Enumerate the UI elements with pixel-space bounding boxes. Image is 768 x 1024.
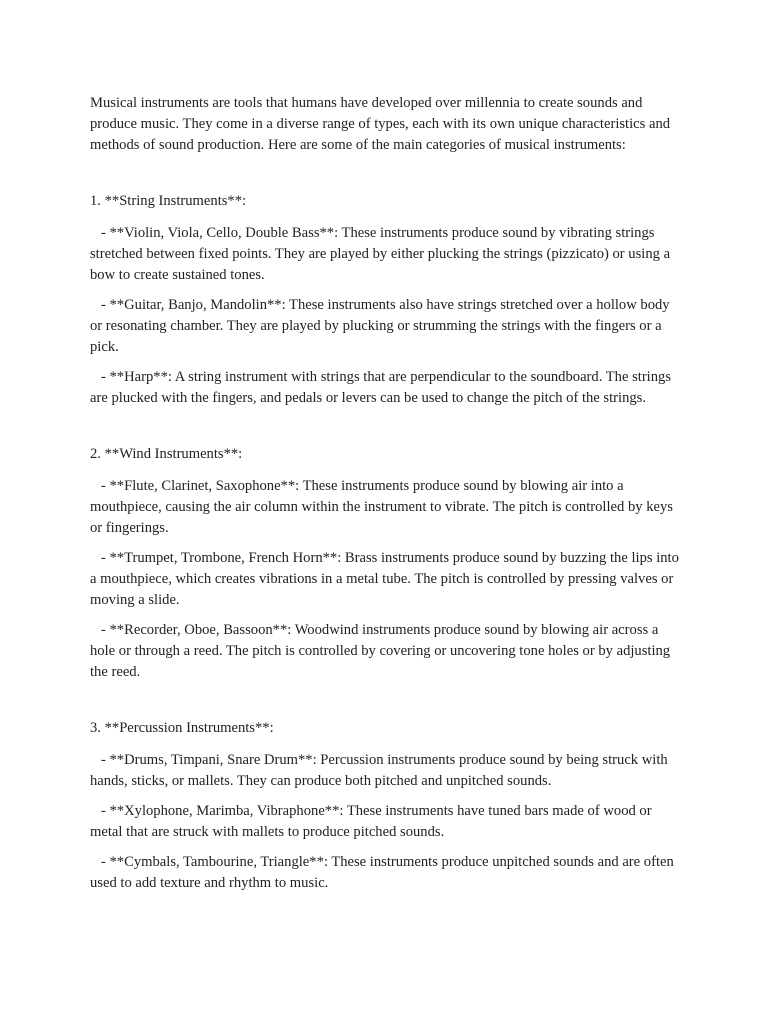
list-item [90, 223, 680, 286]
list-item-text: - **Xylophone, Marimba, Vibraphone**: These instruments have tuned bars made of wood or metal that are struck with mallets to produce pitched sounds. [90, 803, 652, 840]
section-wind-instruments [90, 444, 680, 683]
list-item [90, 548, 680, 611]
list-item [90, 801, 680, 843]
section-string-instruments [90, 191, 680, 409]
list-item-text: - **Trumpet, Trombone, French Horn**: Brass instruments produce sound by buzzing the lips into a mouthpiece, which creates vibrations in a metal tube. The pitch is controlled by pressing valves or moving a slide. [90, 550, 679, 608]
list-item-text: - **Violin, Viola, Cello, Double Bass**: These instruments produce sound by vibrating strings stretched between fixed points. They are played by either plucking the strings (pizzicato) or using a bow to create sustained tones. [90, 225, 671, 283]
list-item-text: - **Drums, Timpani, Snare Drum**: Percussion instruments produce sound by being struck with hands, sticks, or mallets. They can produce both pitched and unpitched sounds. [90, 752, 668, 789]
list-item-text: - **Recorder, Oboe, Bassoon**: Woodwind instruments produce sound by blowing air across a hole or through a reed. The pitch is controlled by covering or uncovering tone holes or by adjusting the reed. [90, 622, 671, 680]
section-percussion-instruments [90, 718, 680, 894]
list-item-text: - **Cymbals, Tambourine, Triangle**: These instruments produce unpitched sounds and are often used to add texture and rhythm to music. [90, 854, 674, 891]
list-item [90, 852, 680, 894]
document-page [90, 93, 680, 894]
section-heading: 2. **Wind Instruments**: [90, 446, 243, 462]
list-item-text: - **Flute, Clarinet, Saxophone**: These instruments produce sound by blowing air into a mouthpiece, causing the air column within the instrument to vibrate. The pitch is controlled by keys or fingerings. [90, 478, 673, 536]
section-heading: 1. **String Instruments**: [90, 193, 247, 209]
list-item-text: - **Harp**: A string instrument with strings that are perpendicular to the soundboard. The strings are plucked with the fingers, and pedals or levers can be used to change the pitch of the strings. [90, 369, 672, 406]
section-heading: 3. **Percussion Instruments**: [90, 720, 274, 736]
list-item-text: - **Guitar, Banjo, Mandolin**: These instruments also have strings stretched over a hollow body or resonating chamber. They are played by plucking or strumming the strings with the fingers or a pick. [90, 297, 670, 355]
list-item [90, 295, 680, 358]
list-item [90, 750, 680, 792]
intro-paragraph: Musical instruments are tools that humans have developed over millennia to create sounds and produce music. They come in a diverse range of types, each with its own unique characteristics and methods of sound production. Here are some of the main categories of musical instruments: [90, 95, 671, 153]
list-item [90, 367, 680, 409]
list-item [90, 476, 680, 539]
list-item [90, 620, 680, 683]
